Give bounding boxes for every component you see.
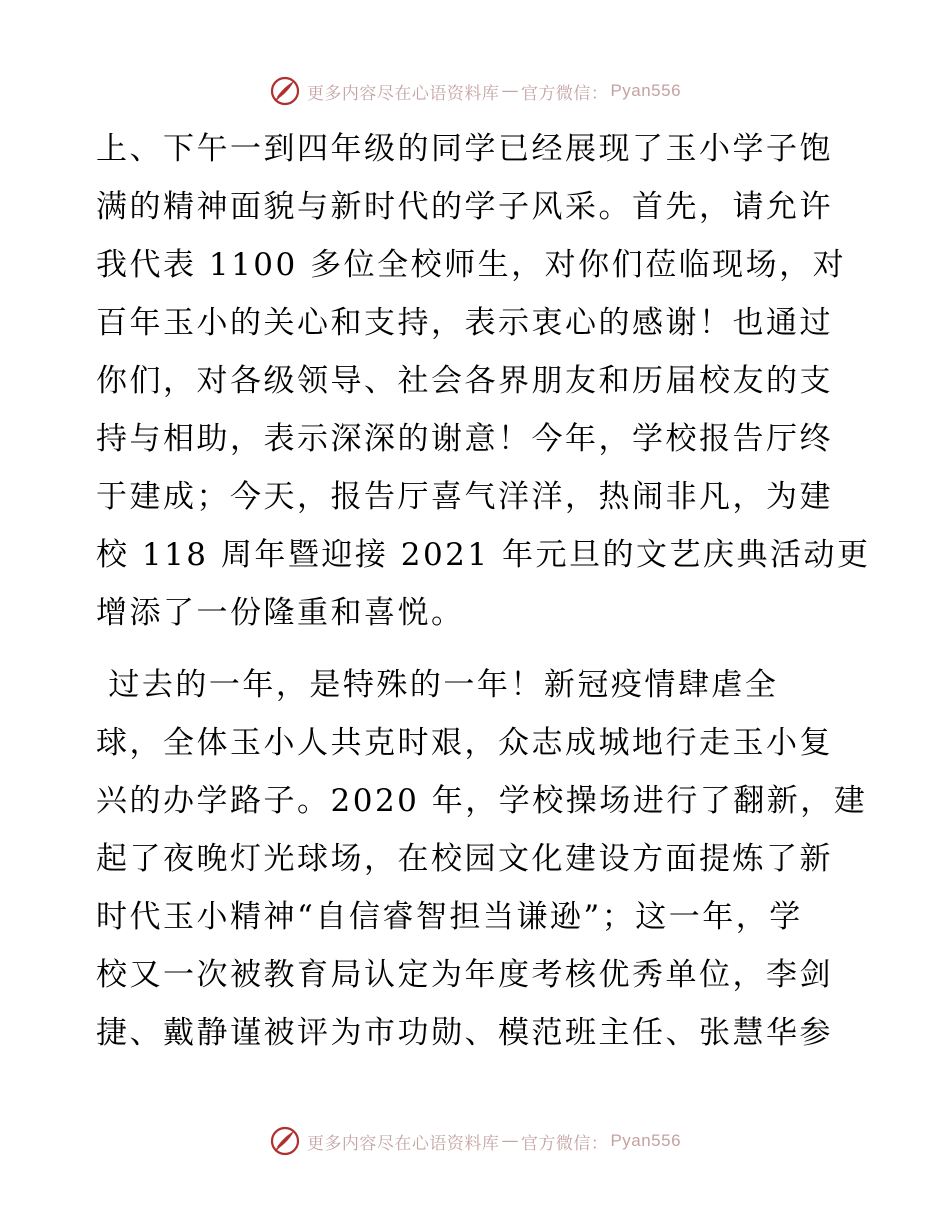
- text-line: 上、下午一到四年级的同学已经展现了玉小学子饱: [96, 131, 833, 167]
- text-line: 百年玉小的关心和支持，表示衷心的感谢！也通过: [96, 305, 833, 341]
- text-line: 校又一次被教育局认定为年度考核优秀单位，李剑: [96, 957, 833, 993]
- feather-pen-logo-icon: [269, 75, 301, 107]
- watermark-label: 官方微信：: [520, 1133, 609, 1154]
- text-line: 满的精神面貌与新时代的学子风采。首先，请允许: [96, 189, 833, 225]
- text-line: 校 118 周年暨迎接 2021 年元旦的文艺庆典活动更: [96, 537, 871, 573]
- watermark-handle: Pyan556: [610, 81, 682, 100]
- text-line: 捷、戴静谨被评为市功勋、模范班主任、张慧华参: [96, 1015, 833, 1051]
- text-line: 你们，对各级领导、社会各界朋友和历届校友的支: [96, 363, 833, 399]
- footer-watermark: [0, 1121, 950, 1161]
- text-line: 增添了一份隆重和喜悦。: [96, 595, 465, 631]
- header-watermark: [0, 71, 950, 111]
- watermark-text: 更多内容尽在心语资料库: [306, 83, 500, 104]
- watermark-handle: Pyan556: [610, 1131, 682, 1150]
- watermark-label: 官方微信：: [520, 83, 609, 104]
- text-line: 兴的办学路子。2020 年，学校操场进行了翻新，建: [96, 783, 868, 819]
- paragraph-1: [96, 120, 871, 642]
- text-line: 起了夜晚灯光球场，在校园文化建设方面提炼了新: [96, 841, 833, 877]
- watermark-separator: —: [501, 1131, 519, 1151]
- text-line: 我代表 1100 多位全校师生，对你们莅临现场，对: [96, 247, 847, 283]
- text-line: 球，全体玉小人共克时艰，众志成城地行走玉小复: [96, 725, 833, 761]
- watermark-separator: —: [501, 81, 519, 101]
- paragraph-2: [96, 656, 866, 1062]
- watermark-text: 更多内容尽在心语资料库: [306, 1133, 500, 1154]
- text-line: 于建成；今天，报告厅喜气洋洋，热闹非凡，为建: [96, 479, 833, 515]
- text-line: 持与相助，表示深深的谢意！今年，学校报告厅终: [96, 421, 833, 457]
- paragraph-gap: [96, 642, 866, 656]
- feather-pen-logo-icon: [269, 1125, 301, 1157]
- text-line: 时代玉小精神“自信睿智担当谦逊”；这一年，学: [96, 899, 803, 935]
- document-body: [96, 120, 871, 1062]
- text-line: 过去的一年，是特殊的一年！新冠疫情肆虐全: [96, 667, 779, 703]
